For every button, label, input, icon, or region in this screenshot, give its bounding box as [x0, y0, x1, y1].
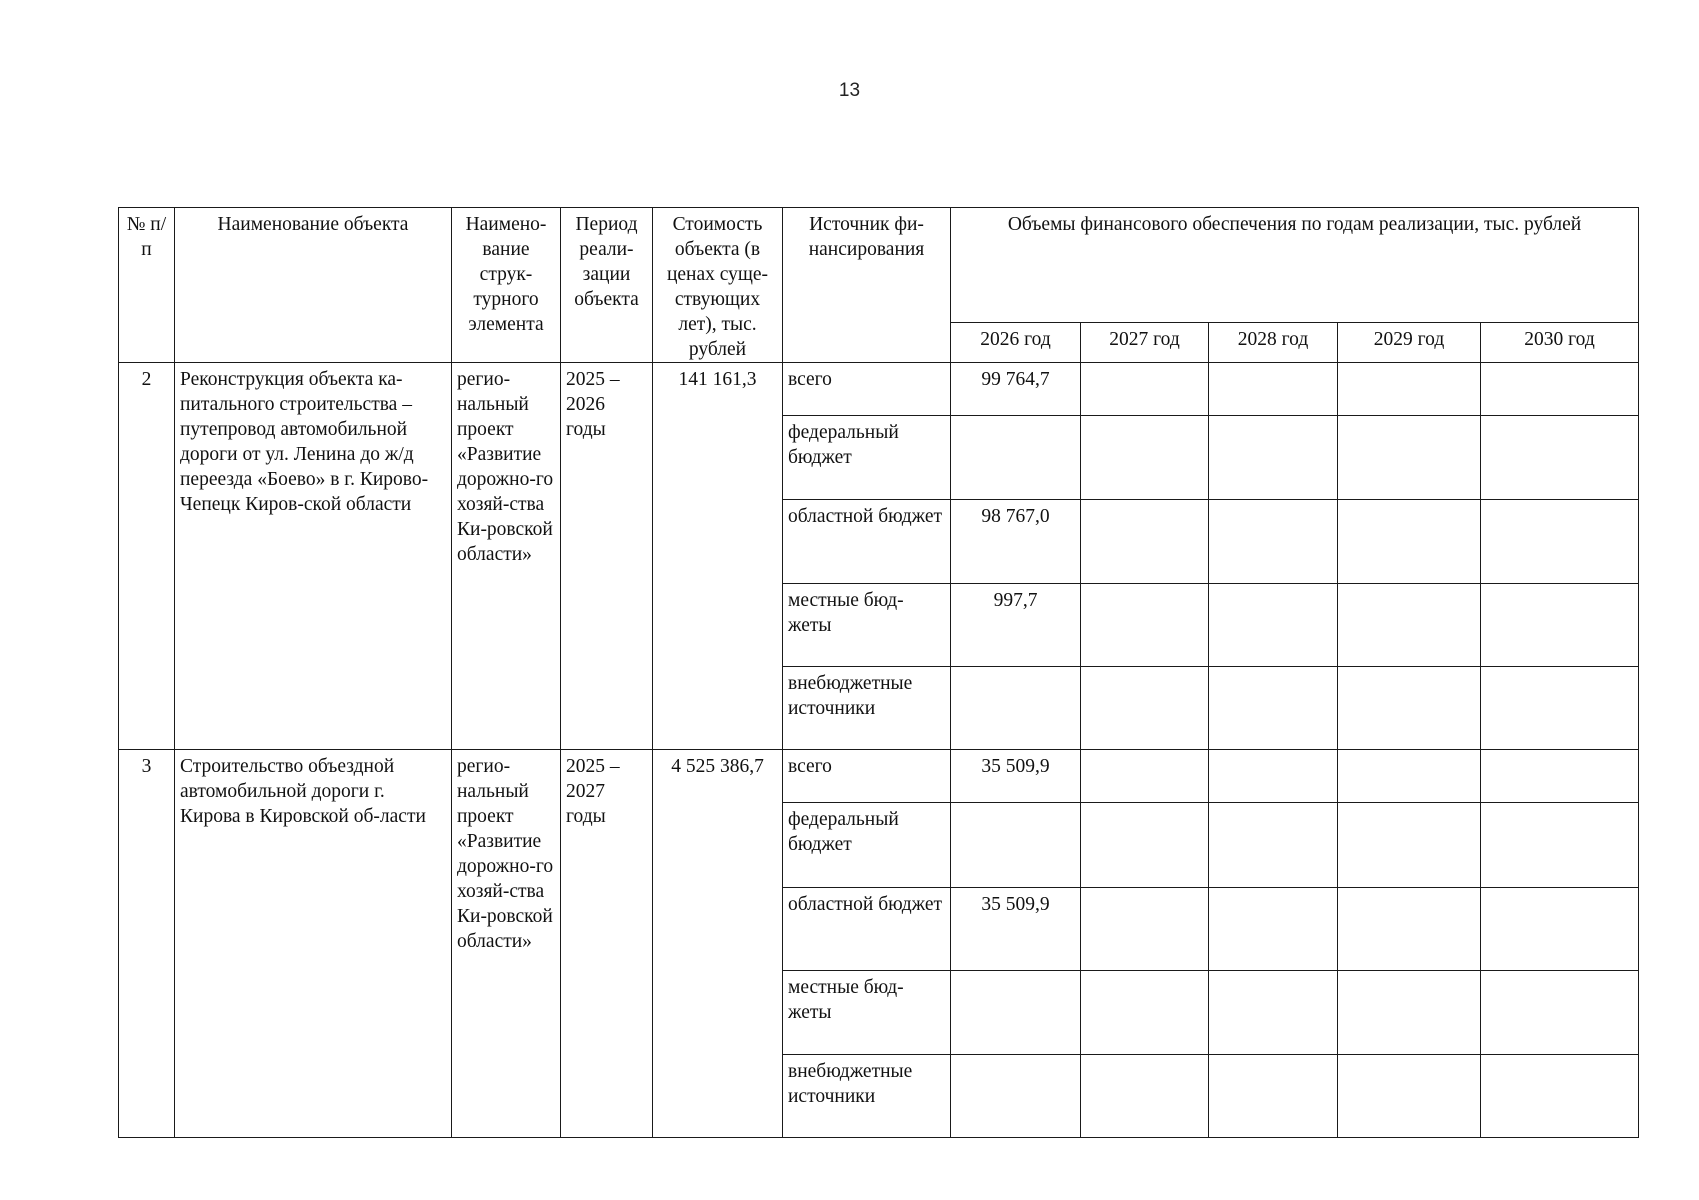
funding-source: федеральный бюджет: [783, 415, 951, 500]
value-2028: [1209, 1054, 1338, 1137]
value-2026: [951, 1054, 1081, 1137]
funding-source: областной бюджет: [783, 887, 951, 970]
value-2027: [1081, 500, 1209, 583]
page-number: 13: [838, 80, 861, 101]
value-2027: [1081, 583, 1209, 666]
value-2026: [951, 803, 1081, 888]
funding-source: всего: [783, 363, 951, 416]
value-2029: [1338, 750, 1481, 803]
value-2028: [1209, 971, 1338, 1054]
header-year-2028: 2028 год: [1209, 323, 1338, 363]
value-2029: [1338, 363, 1481, 416]
funding-source: областной бюджет: [783, 500, 951, 583]
object-num: 2: [119, 363, 175, 750]
value-2026: 98 767,0: [951, 500, 1081, 583]
object-name: Реконструкция объекта ка-питального строительства – путепровод автомобильной дороги от ул. Ленина до ж/д переезда «Боево» в г. Кирово-Чепецк Киров-ской области: [175, 363, 452, 750]
value-2030: [1481, 750, 1639, 803]
funding-source: федеральный бюджет: [783, 803, 951, 888]
funding-source: внебюджетные источники: [783, 667, 951, 750]
value-2027: [1081, 667, 1209, 750]
value-2027: [1081, 750, 1209, 803]
value-2028: [1209, 887, 1338, 970]
value-2028: [1209, 363, 1338, 416]
object-num: 3: [119, 750, 175, 1138]
header-structural-element: Наимено-вание струк-турного элемента: [452, 208, 561, 363]
value-2028: [1209, 667, 1338, 750]
header-cost: Стоимость объекта (в ценах суще-ствующих лет), тыс. рублей: [653, 208, 783, 363]
header-year-2026: 2026 год: [951, 323, 1081, 363]
value-2029: [1338, 803, 1481, 888]
header-financing-volumes: Объемы финансового обеспечения по годам реализации, тыс. рублей: [951, 208, 1639, 323]
value-2027: [1081, 887, 1209, 970]
funding-source: внебюджетные источники: [783, 1054, 951, 1137]
value-2029: [1338, 887, 1481, 970]
table-header-row: [119, 208, 1639, 323]
table-row: [119, 750, 1639, 803]
object-name: Строительство объездной автомобильной дороги г. Кирова в Кировской об-ласти: [175, 750, 452, 1138]
header-year-2027: 2027 год: [1081, 323, 1209, 363]
financing-table: [118, 207, 1639, 1138]
funding-source: местные бюд-жеты: [783, 583, 951, 666]
value-2030: [1481, 1054, 1639, 1137]
funding-source: всего: [783, 750, 951, 803]
value-2026: [951, 971, 1081, 1054]
funding-source: местные бюд-жеты: [783, 971, 951, 1054]
value-2026: 99 764,7: [951, 363, 1081, 416]
header-period: Период реали-зации объекта: [561, 208, 653, 363]
value-2030: [1481, 583, 1639, 666]
value-2028: [1209, 583, 1338, 666]
value-2029: [1338, 667, 1481, 750]
value-2030: [1481, 415, 1639, 500]
value-2028: [1209, 415, 1338, 500]
value-2030: [1481, 500, 1639, 583]
object-cost: 4 525 386,7: [653, 750, 783, 1138]
object-period: 2025 – 2027 годы: [561, 750, 653, 1138]
value-2030: [1481, 887, 1639, 970]
value-2026: [951, 415, 1081, 500]
object-structural-element: регио-нальный проект «Развитие дорожно-го хозяй-ства Ки-ровской области»: [452, 750, 561, 1138]
value-2027: [1081, 1054, 1209, 1137]
value-2027: [1081, 415, 1209, 500]
value-2030: [1481, 803, 1639, 888]
value-2027: [1081, 363, 1209, 416]
object-structural-element: регио-нальный проект «Развитие дорожно-го хозяй-ства Ки-ровской области»: [452, 363, 561, 750]
value-2030: [1481, 363, 1639, 416]
value-2029: [1338, 1054, 1481, 1137]
header-year-2029: 2029 год: [1338, 323, 1481, 363]
value-2026: [951, 667, 1081, 750]
value-2028: [1209, 500, 1338, 583]
object-period: 2025 – 2026 годы: [561, 363, 653, 750]
header-year-2030: 2030 год: [1481, 323, 1639, 363]
value-2030: [1481, 971, 1639, 1054]
value-2027: [1081, 803, 1209, 888]
object-cost: 141 161,3: [653, 363, 783, 750]
value-2026: 997,7: [951, 583, 1081, 666]
value-2028: [1209, 750, 1338, 803]
value-2030: [1481, 667, 1639, 750]
header-num: № п/п: [119, 208, 175, 363]
value-2026: 35 509,9: [951, 750, 1081, 803]
value-2029: [1338, 500, 1481, 583]
value-2028: [1209, 803, 1338, 888]
table-row: [119, 363, 1639, 416]
header-funding-source: Источник фи-нансирования: [783, 208, 951, 363]
value-2029: [1338, 415, 1481, 500]
value-2026: 35 509,9: [951, 887, 1081, 970]
value-2029: [1338, 971, 1481, 1054]
value-2027: [1081, 971, 1209, 1054]
header-object-name: Наименование объекта: [175, 208, 452, 363]
value-2029: [1338, 583, 1481, 666]
